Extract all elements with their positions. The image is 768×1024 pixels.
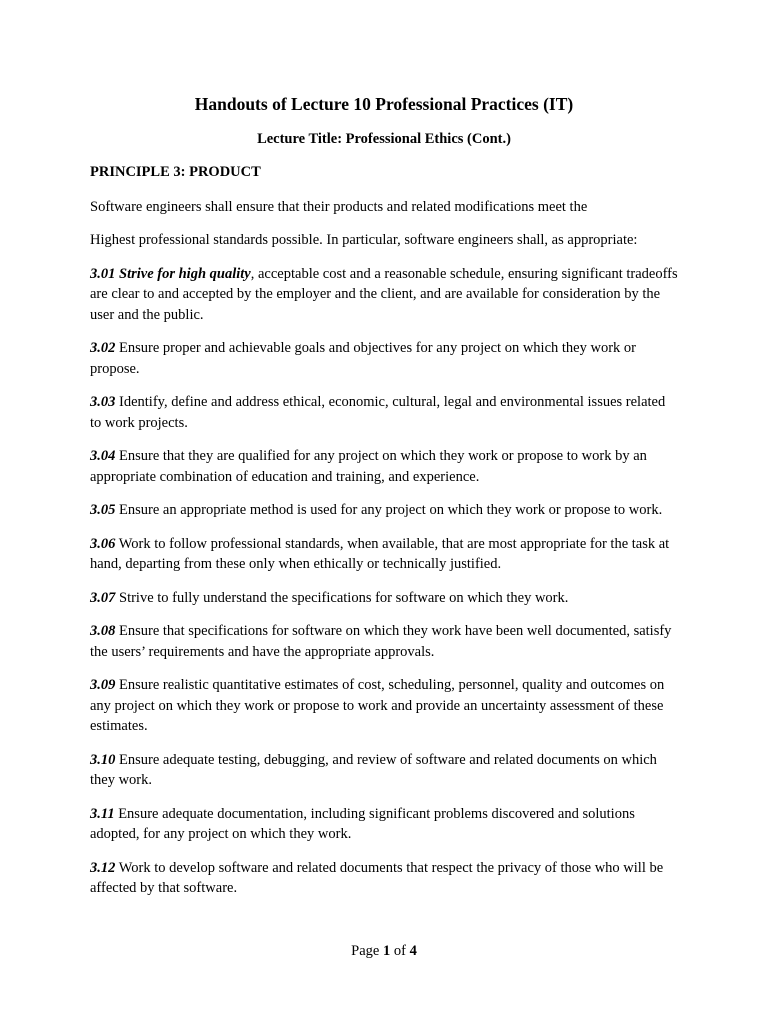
clause-text: Ensure that specifications for software on which they work have been well documented, satisfy the users’ requirements and have the appropriate approvals. bbox=[90, 623, 672, 660]
clause-3-03 bbox=[90, 392, 680, 433]
clause-text: Ensure adequate documentation, including significant problems discovered and solutions adopted, for any project on which they work. bbox=[90, 805, 635, 842]
clause-text: Ensure proper and achievable goals and objectives for any project on which they work or propose. bbox=[90, 340, 636, 377]
clause-number: 3.09 bbox=[90, 677, 116, 693]
clause-3-12 bbox=[90, 858, 680, 899]
clause-number: 3.05 bbox=[90, 502, 116, 518]
clause-number: 3.02 bbox=[90, 340, 116, 356]
clause-lead: Strive for high quality bbox=[119, 265, 251, 282]
clause-text: Ensure adequate testing, debugging, and review of software and related documents on which they work. bbox=[90, 751, 657, 788]
clause-text: Work to develop software and related documents that respect the privacy of those who will be affected by that software. bbox=[90, 859, 664, 896]
clause-3-05 bbox=[90, 500, 680, 521]
clause-3-04 bbox=[90, 446, 680, 487]
page-label: Page bbox=[351, 943, 383, 959]
document-body bbox=[90, 162, 680, 912]
document-title: Handouts of Lecture 10 Professional Practices (IT) bbox=[194, 94, 574, 114]
clause-3-08 bbox=[90, 621, 680, 662]
clause-text: Work to follow professional standards, when available, that are most appropriate for the task at hand, departing from these only when ethically or technically justified. bbox=[90, 535, 670, 572]
clause-text: Ensure that they are qualified for any project on which they work or propose to work by an appropriate combination of education and training, and experience. bbox=[90, 448, 647, 485]
clause-number: 3.04 bbox=[90, 448, 116, 464]
intro-line-2: Highest professional standards possible. In particular, software engineers shall, as appropriate: bbox=[90, 232, 638, 248]
clause-3-07 bbox=[90, 588, 680, 609]
clause-number: 3.03 bbox=[90, 394, 116, 410]
clause-text: Identify, define and address ethical, economic, cultural, legal and environmental issues related to work projects. bbox=[90, 394, 666, 431]
clause-3-09 bbox=[90, 675, 680, 737]
clause-number: 3.01 bbox=[90, 265, 116, 282]
clause-3-01 bbox=[90, 264, 680, 326]
clause-3-11 bbox=[90, 804, 680, 845]
page-number: 1 bbox=[382, 943, 391, 959]
principle-heading: PRINCIPLE 3: PRODUCT bbox=[90, 164, 261, 180]
clause-text: Strive to fully understand the specifications for software on which they work. bbox=[115, 589, 569, 606]
clause-text: , acceptable cost and a reasonable schedule, ensuring significant tradeoffs are clear to and accepted by the employer and the client, and are available for consideration by the user and the public. bbox=[90, 265, 678, 323]
clause-3-02 bbox=[90, 338, 680, 379]
clause-number: 3.12 bbox=[90, 859, 116, 876]
clause-number: 3.10 bbox=[90, 751, 116, 768]
clause-number: 3.08 bbox=[90, 623, 116, 639]
clause-3-06 bbox=[90, 534, 680, 575]
clause-text: Ensure an appropriate method is used for any project on which they work or propose to work. bbox=[115, 502, 663, 518]
clause-number: 3.11 bbox=[90, 805, 115, 822]
of-label: of bbox=[390, 943, 410, 959]
page-total: 4 bbox=[409, 943, 417, 959]
clause-number: 3.06 bbox=[90, 535, 116, 552]
clause-text: Ensure realistic quantitative estimates of cost, scheduling, personnel, quality and outcomes on any project on which they work or propose to work and provide an uncertainty assessment of these estimates. bbox=[90, 677, 665, 734]
page-footer bbox=[0, 941, 768, 961]
lecture-subtitle: Lecture Title: Professional Ethics (Cont.) bbox=[257, 131, 511, 147]
intro-line-1: Software engineers shall ensure that their products and related modifications meet the bbox=[90, 198, 588, 215]
clause-number: 3.07 bbox=[90, 589, 116, 606]
clause-3-10 bbox=[90, 750, 680, 791]
